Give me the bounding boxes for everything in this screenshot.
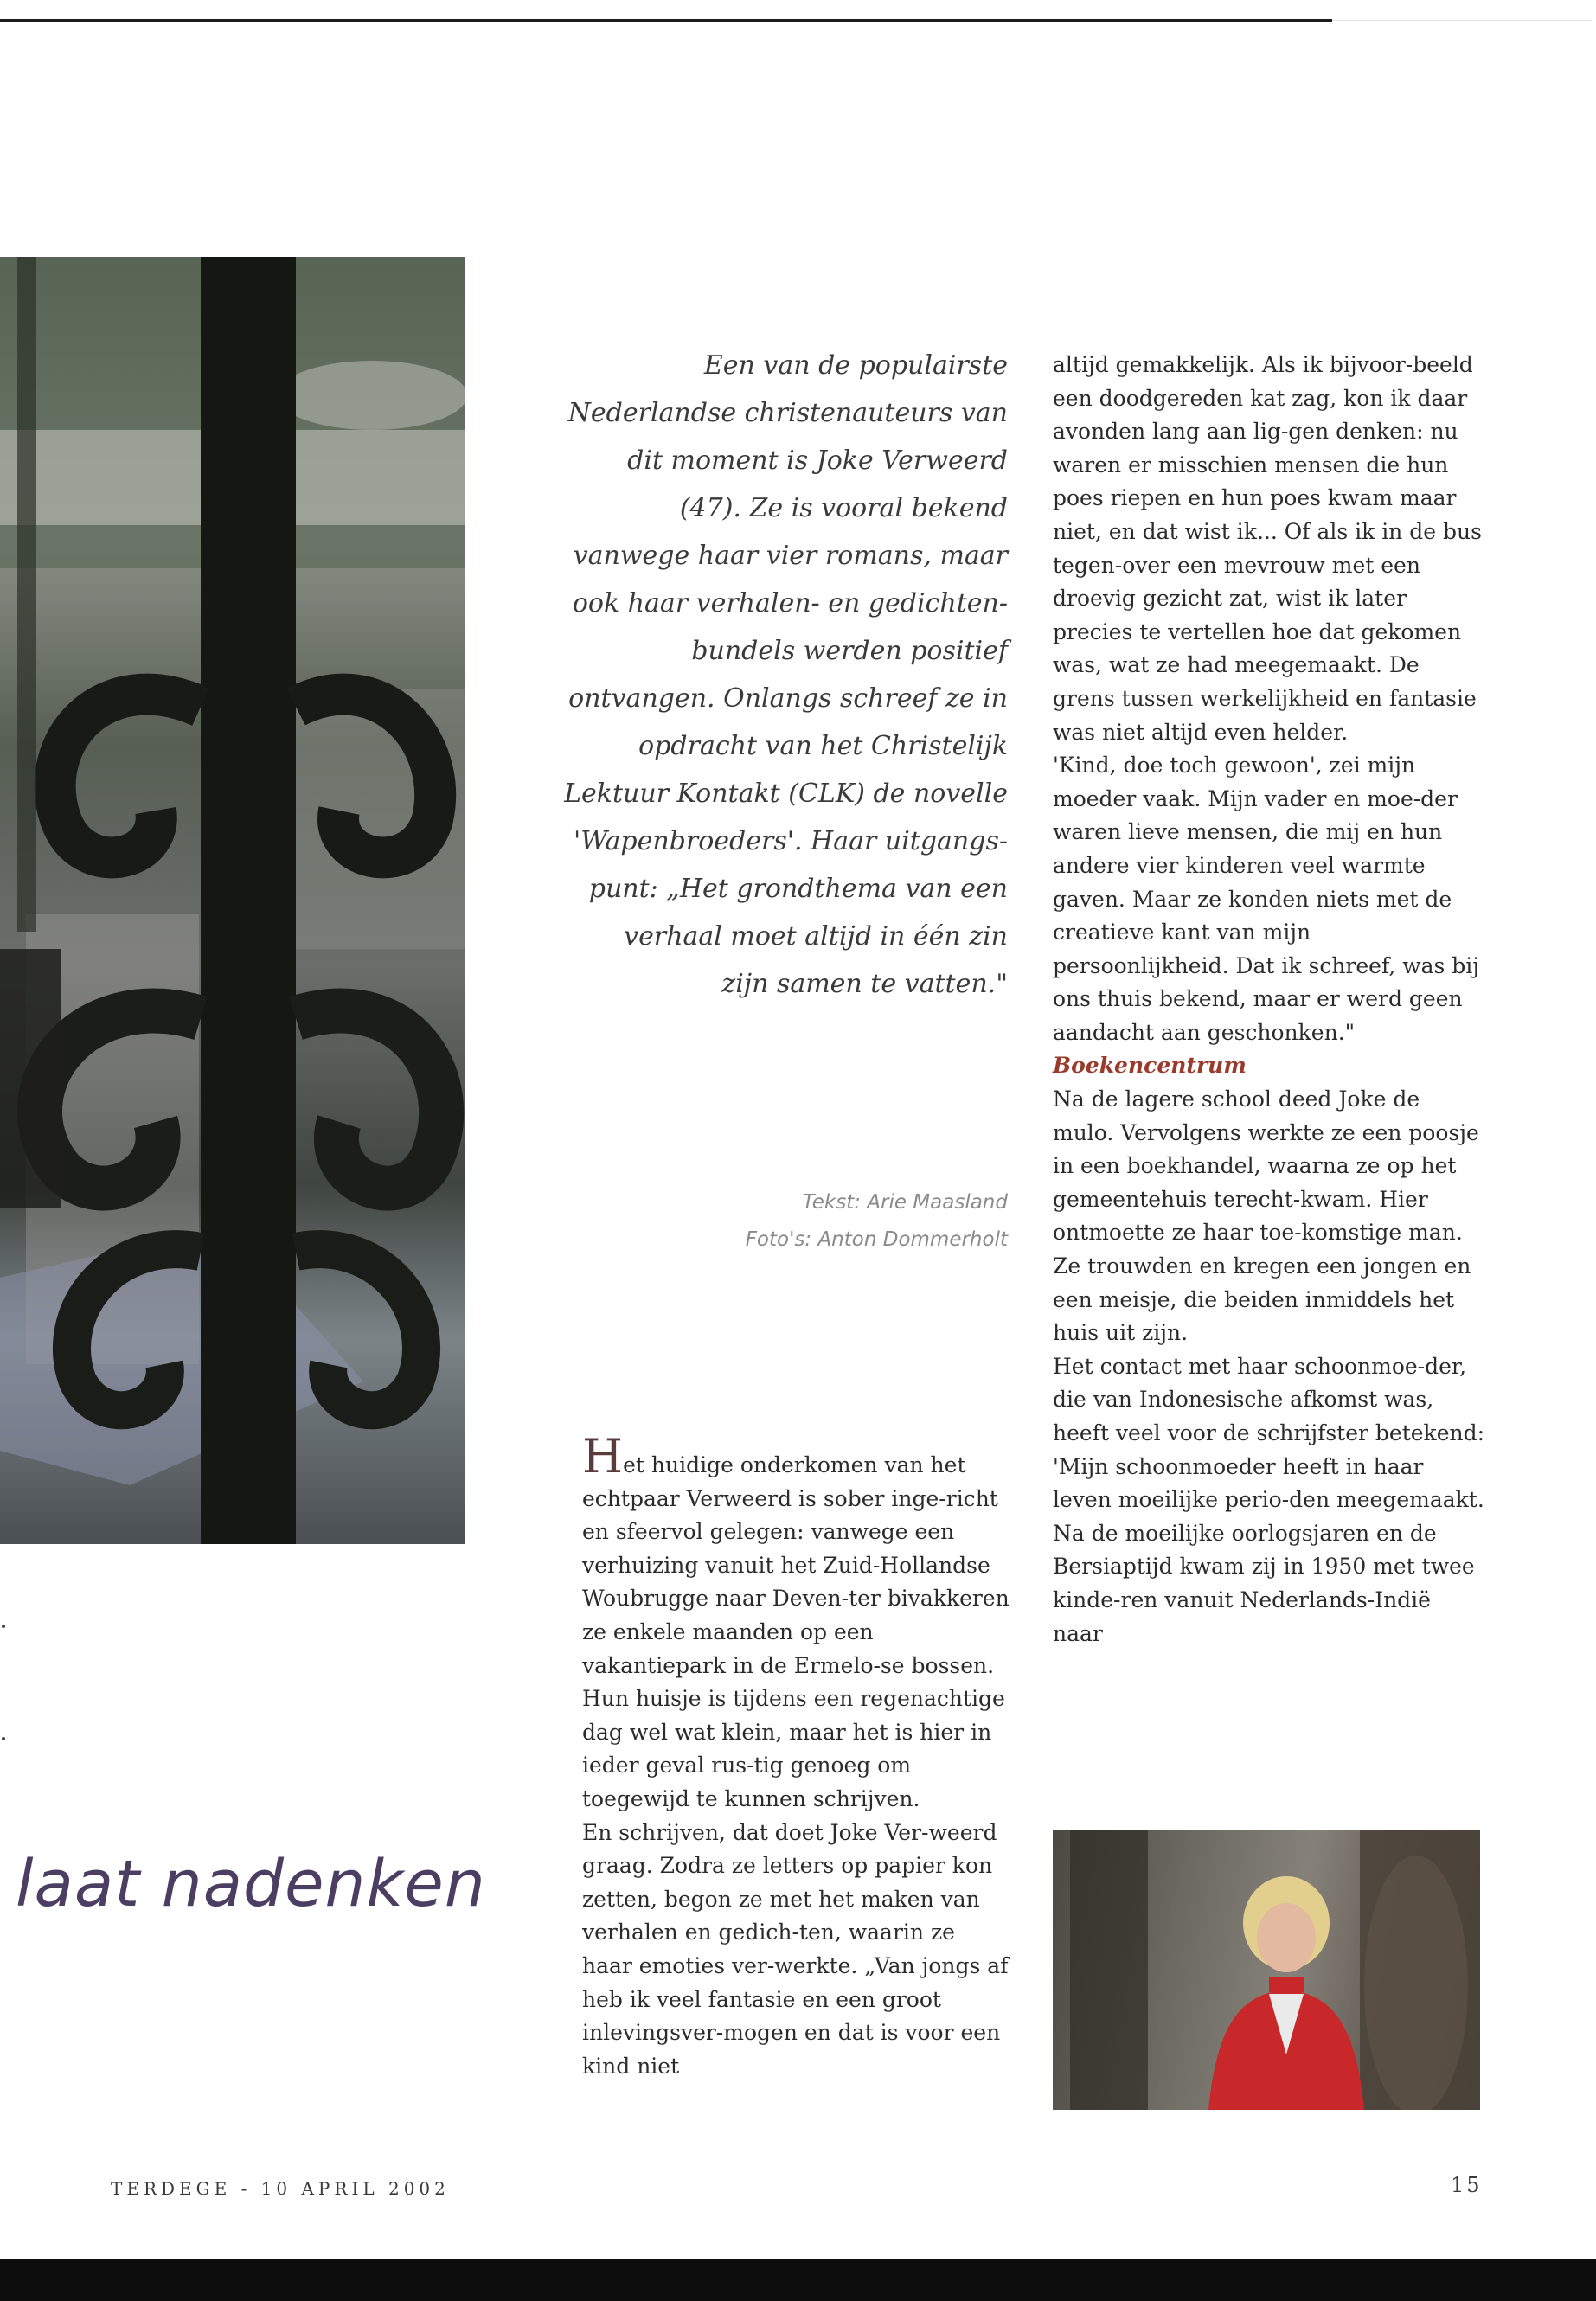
photo-credit: Foto's: Anton Dommerholt (745, 1228, 1008, 1251)
top-rule-faint (1332, 20, 1592, 21)
intro-line: opdracht van het Christelijk (638, 731, 1008, 761)
author-credit: Tekst: Arie Maasland (802, 1191, 1008, 1214)
intro-line: verhaal moet altijd in één zin (624, 921, 1008, 952)
body-column-right (1053, 349, 1485, 1650)
intro-line: ontvangen. Onlangs schreef ze in (568, 683, 1008, 714)
body-column-middle (582, 1429, 1010, 2083)
body-paragraph: altijd gemakkelijk. Als ik bijvoor-beeld een doodgereden kat zag, kon ik daar avonden lang aan lig-gen denken: nu waren er misschien mensen die hun poes riepen en hun poes kwam maar niet, en dat wist ik... Of als ik in de bus tegen-over een mevrouw met een droevig gezicht zat, wist ik later precies te vertellen hoe dat gekomen was, wat ze had meegemaakt. De grens tussen werkelijkheid en fantasie was niet altijd even helder. (1053, 352, 1482, 745)
intro-line: bundels werden positief (691, 636, 1008, 666)
intro-line: dit moment is Joke Verweerd (627, 445, 1008, 476)
body-paragraph (582, 1429, 1010, 1817)
top-rule (0, 19, 1332, 22)
intro-line: vanwege haar vier romans, maar (573, 541, 1008, 571)
edge-mark (2, 1625, 5, 1628)
intro-line: Lektuur Kontakt (CLK) de novelle (564, 779, 1008, 809)
body-paragraph: 'Kind, doe toch gewoon', zei mijn moeder vaak. Mijn vader en moe-der waren lieve mensen, die mij en hun andere vier kinderen veel warmte gaven. Maar ze konden niets met de creatieve kant van mijn persoonlijkheid. Dat ik schreef, was bij ons thuis bekend, maar er werd geen aandacht aan geschonken." (1053, 753, 1480, 1045)
publication-footer: TERDEGE - 10 APRIL 2002 (111, 2178, 450, 2199)
credits (554, 1186, 1008, 1256)
intro-line: 'Wapenbroeders'. Haar uitgangs- (574, 826, 1008, 856)
intro-line: zijn samen te vatten." (721, 969, 1008, 999)
intro-line: Een van de populairste (703, 350, 1008, 381)
body-paragraph: En schrijven, dat doet Joke Ver-weerd graag. Zodra ze letters op papier kon zetten, begon ze met het maken van verhalen en gedich-ten, waarin ze haar emoties ver-werkte. „Van jongs af heb ik veel fantasie en een groot inlevingsver-mogen en dat is voor een kind niet (582, 1819, 1009, 2079)
edge-mark (2, 1737, 5, 1740)
body-paragraph: Het contact met haar schoonmoe-der, die van Indonesische afkomst was, heeft veel voor de schrijfster betekend: 'Mijn schoonmoeder heeft in haar leven moeilijke perio-den meegemaakt. Na de moeilijke oorlogsjaren en de Bersiaptijd kwam zij in 1950 met twee kinde-ren vanuit Nederlands-Indië naar (1053, 1353, 1485, 1646)
gate-photo (0, 257, 465, 1544)
intro-line: ook haar verhalen- en gedichten- (572, 588, 1008, 619)
intro-line: (47). Ze is vooral bekend (679, 493, 1008, 523)
article-title-fragment: laat nadenken (16, 1847, 486, 1921)
intro-line: punt: „Het grondthema van een (588, 874, 1008, 904)
paragraph-text: et huidige onderkomen van het echtpaar Verweerd is sober inge-richt en sfeervol gelegen: vanwege een verhuizing vanuit het Zuid-Hollandse Woubrugge naar Deven-ter bivakkeren ze enkele maanden op een vakantiepark in de Ermelo-se bossen. Hun huisje is tijdens een regenachtige dag wel wat klein, maar het is hier in ieder geval rus-tig genoeg om toegewijd te kunnen schrijven. (582, 1452, 1010, 1811)
drop-cap: H (582, 1429, 624, 1484)
author-photo (1053, 1830, 1480, 2110)
body-paragraph: Na de lagere school deed Joke de mulo. Vervolgens werkte ze een poosje in een boekhandel, waarna ze op het gemeentehuis terecht-kwam. Hier ontmoette ze haar toe-komstige man. Ze trouwden en kregen een jongen en een meisje, die beiden inmiddels het huis uit zijn. (1053, 1086, 1479, 1346)
intro-line: Nederlandse christenauteurs van (567, 398, 1008, 428)
bottom-bar (0, 2259, 1596, 2301)
page-number: 15 (1451, 2173, 1483, 2197)
intro-lede (554, 342, 1008, 1008)
subheading: Boekencentrum (1053, 1053, 1247, 1079)
